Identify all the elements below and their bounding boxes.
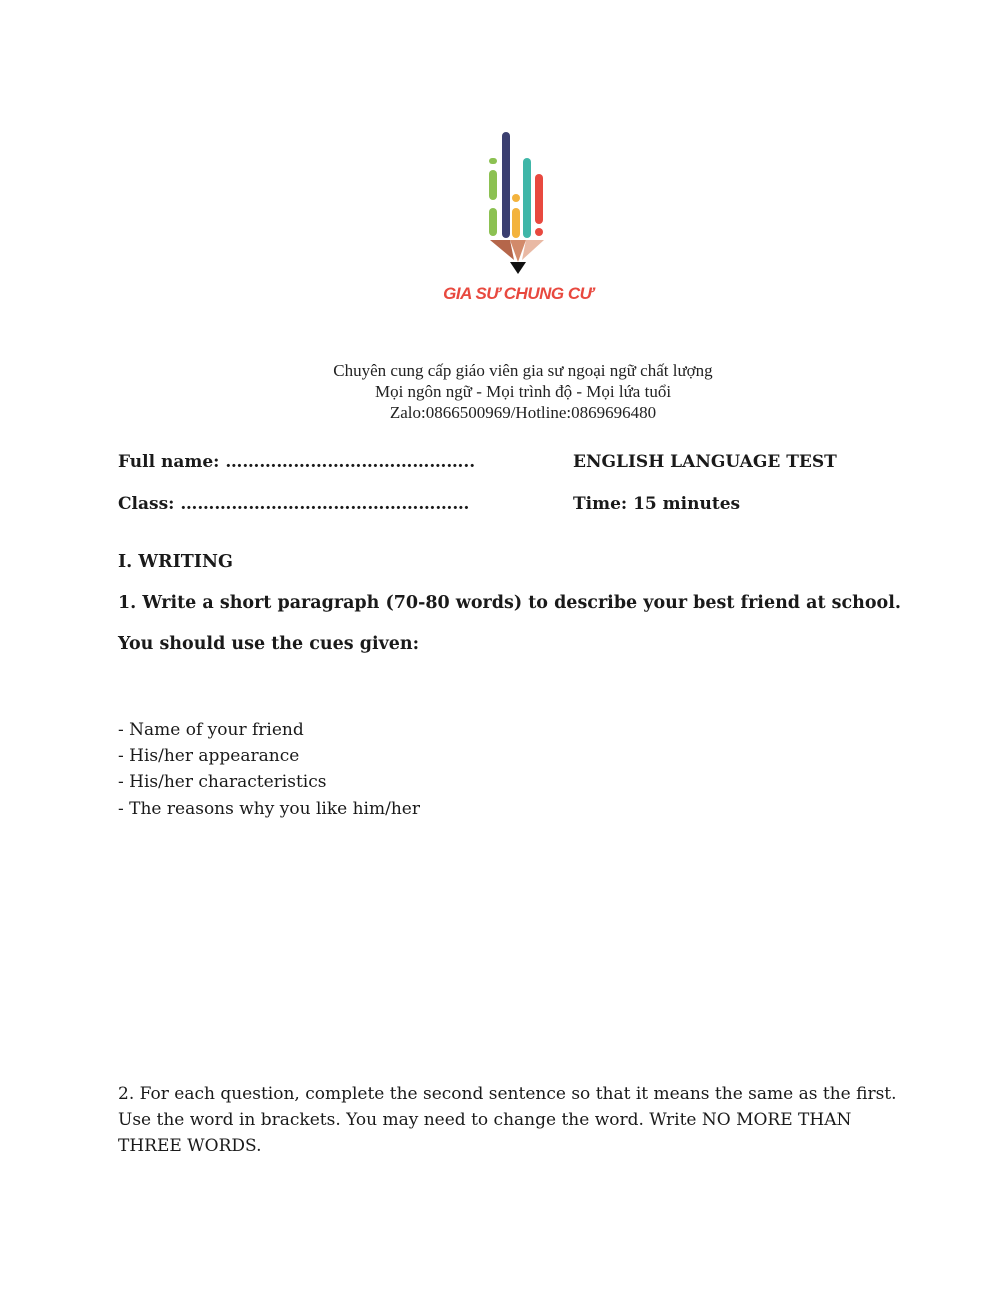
full-name-field[interactable]: Full name: …………………………………….. xyxy=(118,452,476,472)
cue-item: - His/her appearance xyxy=(118,746,300,766)
tagline-contact: Zalo:0866500969/Hotline:0869696480 xyxy=(389,403,657,422)
question-2: 2. For each question, complete the second sentence so that it means the same as the first. Use the word in brackets. You may need to change the word. Write NO MORE THAN THREE WORDS. xyxy=(118,1084,897,1156)
question-1: 1. Write a short paragraph (70-80 words) to describe your best friend at school. xyxy=(118,593,901,613)
tagline-line-2: Mọi ngôn ngữ - Mọi trình độ - Mọi lứa tuổi xyxy=(374,382,672,401)
cue-item: - Name of your friend xyxy=(118,720,304,740)
class-field[interactable]: Class: …………………………………………… xyxy=(118,494,470,514)
time-limit: Time: 15 minutes xyxy=(573,494,741,514)
tagline-line-1: Chuyên cung cấp giáo viên gia sư ngoại ngữ chất lượng xyxy=(333,361,713,380)
cue-item: - The reasons why you like him/her xyxy=(118,799,420,819)
section-title: I. WRITING xyxy=(118,552,233,572)
test-title: ENGLISH LANGUAGE TEST xyxy=(573,452,837,472)
brand-name: GIA SƯ CHUNG CƯ xyxy=(443,284,593,303)
question-1-instruction: You should use the cues given: xyxy=(118,634,420,654)
cue-item: - His/her characteristics xyxy=(118,772,327,792)
pencil-bars-logo-icon xyxy=(480,128,556,280)
